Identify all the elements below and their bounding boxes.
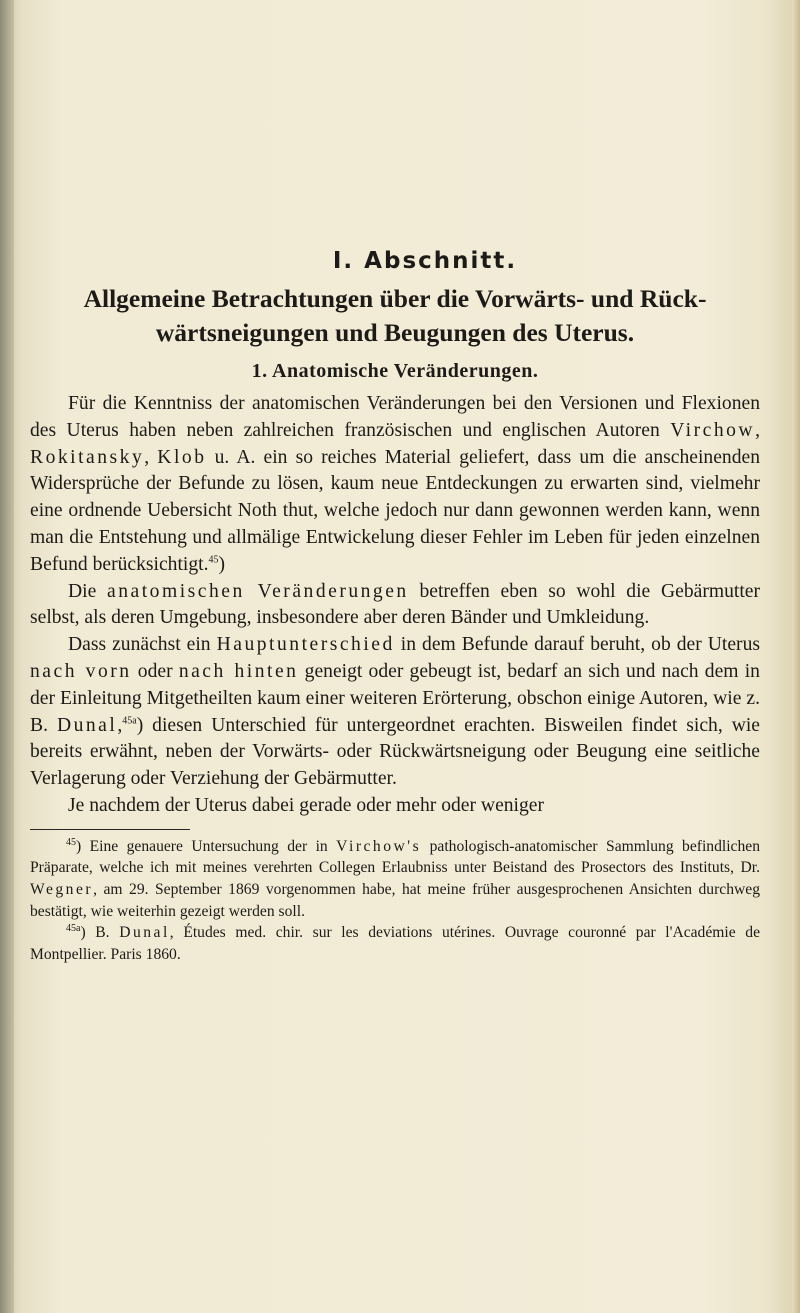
emphasis-backward: nach hinten — [178, 660, 299, 682]
footnote-divider — [30, 829, 190, 830]
page-edge — [792, 0, 800, 1313]
paragraph-3: Dass zunächst ein Hauptunterschied in dem Befunde darauf beruht, ob der Uterus nach vorn oder nach hinten geneigt oder gebeugt ist, bedarf an sich und nach dem in der Einleitung Mitgetheilten kaum einer weiteren Erörterung, obschon einige Autoren, wie z. B. Dunal,$^{45a}$) diesen Unterschied für untergeordnet erachten. Bisweilen findet sich, wie bereits erwähnt, neben der Vorwärts- oder Rückwärtsneigung oder Beugung eine seitliche Verlagerung oder Verziehung der Gebärmutter. — [30, 634, 760, 790]
chapter-title — [30, 282, 760, 350]
section-heading: I. Abschnitt. — [332, 248, 518, 274]
author-dunal: Dunal — [56, 714, 118, 736]
author-klob: Klob — [157, 446, 207, 468]
fn-author-dunal: Dunal — [119, 924, 170, 942]
emphasis-forward: nach vorn — [30, 660, 132, 682]
fn-author-wegner: Wegner — [30, 880, 94, 898]
chapter-title-line-1: Allgemeine Betrachtungen über die Vorwärts- und Rück- — [83, 284, 707, 313]
emphasis-main-difference: Hauptunterschied — [216, 634, 395, 656]
subsection-heading: 1. Anatomische Veränderungen. — [251, 360, 539, 382]
paragraph-4: Je nachdem der Uterus dabei gerade oder mehr oder weniger — [68, 794, 545, 816]
page-text — [30, 248, 760, 965]
emphasis-anatomical-changes: anatomischen Veränderungen — [107, 580, 409, 602]
fn-author-virchow: Virchow's — [336, 837, 422, 855]
paragraph-2: Die anatomischen Veränderungen betreffen eben so wohl die Gebärmutter selbst, als deren Umgebung, insbesondere aber deren Bänder und Umkleidung. — [30, 580, 760, 629]
footnote-marker-45: 45 — [66, 836, 76, 848]
book-spine-shadow — [0, 0, 14, 1313]
chapter-title-line-2: wärtsneigungen und Beugungen des Uterus. — [155, 318, 635, 347]
footnote-45: $^{45}$) Eine genauere Untersuchung der in Virchow's pathologisch-anatomischer Sammlung befindlichen Präparate, welche ich mit meines verehrten Collegen Erlaubniss unter Beistand des Prosectors des Instituts, Dr. Wegner, am 29. September 1869 vorgenommen habe, hat meine früher ausgesprochenen Ansichten durchweg bestätigt, wie weiterhin gezeigt werden soll. — [30, 836, 760, 920]
footnote-ref-45[interactable]: 45 — [208, 554, 219, 566]
footnote-marker-45a: 45a — [66, 922, 81, 934]
author-rokitansky: Rokitansky — [30, 446, 145, 468]
author-virchow: Virchow — [670, 419, 756, 441]
paragraph-1: Für die Kenntniss der anatomischen Veränderungen bei den Versionen und Flexionen des Uterus haben neben zahlreichen französischen und englischen Autoren Virchow, Rokitansky, Klob u. A. ein so reiches Material geliefert, dass um die anscheinenden Widersprüche der Befunde zu lösen, kaum neue Entdeckungen zu erwarten sind, vielmehr eine ordnende Uebersicht Noth thut, welche jedoch nur dann gewonnen werden kann, wenn man die Entstehung und allmälige Entwickelung dieser Fehler im Leben für jeden einzelnen Befund berücksichtigt.$^{45}$) — [30, 393, 760, 575]
footnote-ref-45a[interactable]: 45a — [122, 715, 137, 727]
footnote-45a: $^{45a}$) B. Dunal, Études med. chir. sur les deviations utérines. Ouvrage couronné par l'Académie de Montpellier. Paris 1860. — [30, 922, 760, 963]
